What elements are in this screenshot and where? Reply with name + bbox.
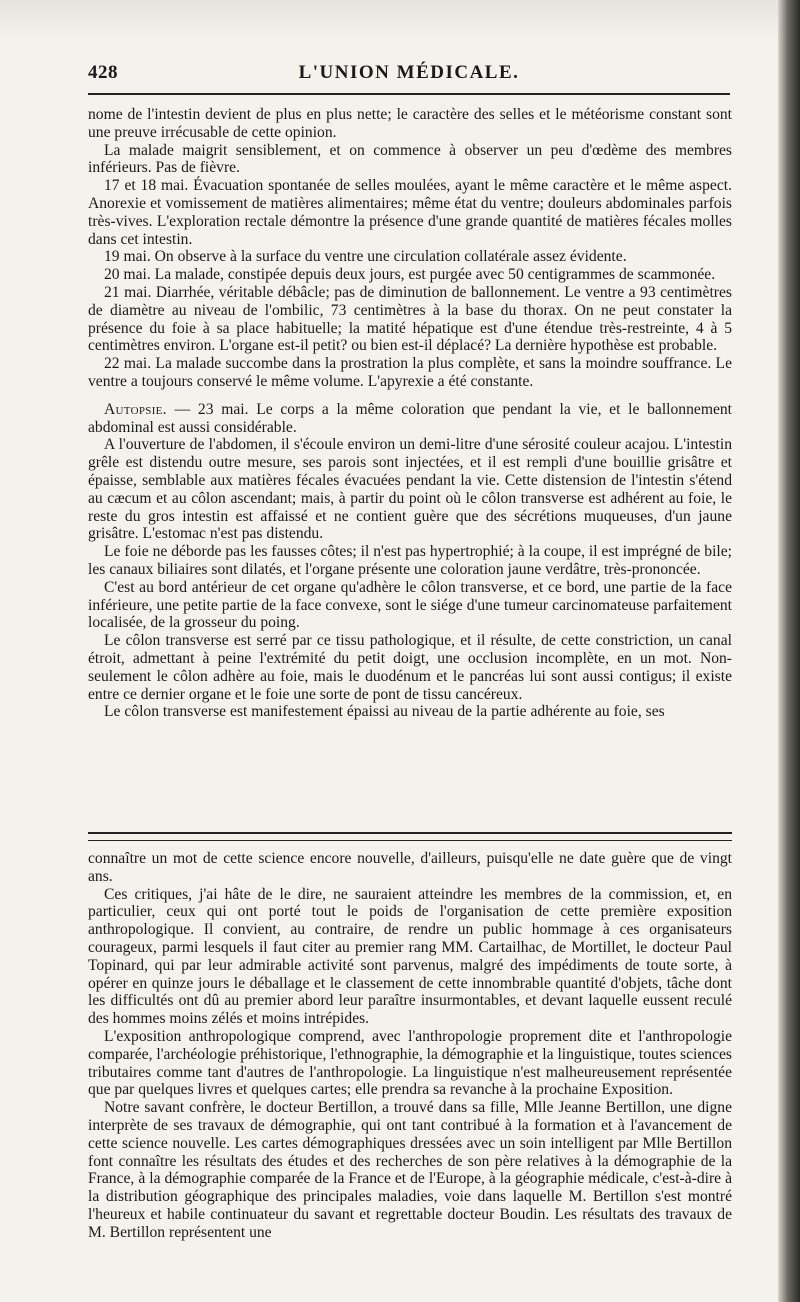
paragraph: Notre savant confrère, le docteur Bertillon, a trouvé dans sa fille, Mlle Jeanne Bertillon, une digne interprète de ses travaux de démographie, qui ont tant contribué à la formation et à l'avancement de cette science nouvelle. Les cartes démographiques dressées avec un soin intelligent par Mlle Bertillon font connaître les résultats des études et des recherches de son père relatives à la démographie de la France, à la démographie comparée de la France et de l'Europe, à la géographie médicale, c'est-à-dire à la distribution géographique des principales maladies, voie dans laquelle M. Bertillon s'est montré l'heureux et habile continuateur du savant et regrettable docteur Boudin. Les résultats des travaux de M. Bertillon représentent une (88, 1099, 732, 1241)
paragraph: L'exposition anthropologique comprend, avec l'anthropologie proprement dite et l'anthropologie comparée, l'archéologie préhistorique, l'ethnographie, la démographie et la linguistique, toutes sciences tributaires comme tant d'autres de l'anthropologie. La linguistique n'est malheureusement représentée que par quelques livres et quelques cartes; elle prendra sa revanche à la prochaine Exposition. (88, 1027, 732, 1099)
page-header (88, 62, 730, 90)
feuilleton-body (88, 850, 732, 1242)
paragraph: 22 mai. La malade succombe dans la prostration la plus complète, et sans la moindre souffrance. Le ventre a toujours conservé le même volume. L'apyrexie a été constante. (88, 355, 732, 390)
page-number: 428 (88, 62, 118, 83)
paragraph: 19 mai. On observe à la surface du ventre une circulation collatérale assez évidente. (104, 248, 627, 266)
paragraph: A l'ouverture de l'abdomen, il s'écoule environ un demi-litre d'une sérosité couleur acajou. L'intestin grêle est distendu outre mesure, ses parois sont injectées, et il est rempli d'une bouillie grisâtre et épaisse, semblable aux matières fécales évacuées pendant la vie. Cette distension de l'intestin s'étend au cæcum et au côlon ascendant; mais, à partir du point où le côlon transverse est adhérent au foie, le reste du gros intestin est affaissé et ne contient guère que des sécrétions muqueuses, d'un jaune grisâtre. L'estomac n'est pas distendu. (88, 436, 732, 543)
paragraph: 21 mai. Diarrhée, véritable débâcle; pas de diminution de ballonnement. Le ventre a 93 centimètres de diamètre au niveau de l'ombilic, 73 centimètres à la base du thorax. On ne peut constater la présence du foie à sa place habituelle; la matité hépatique est d'une étendue très-restreinte, 4 à 5 centimètres environ. L'organe est-il petit? ou bien est-il déplacé? La dernière hypothèse est probable. (88, 283, 732, 355)
paragraph: Le côlon transverse est manifestement épaissi au niveau de la partie adhérente au foie, ses (104, 703, 665, 721)
paragraph: Ces critiques, j'ai hâte de le dire, ne sauraient atteindre les membres de la commission, et, en particulier, ceux qui ont porté tout le poids de l'organisation de cette première exposition anthropologique. Il convient, au contraire, de rendre un public hommage à ces organisateurs courageux, parmi lesquels il faut citer au premier rang MM. Cartailhac, de Mortillet, le docteur Paul Topinard, qui par leur admirable activité sont parvenus, malgré des impédiments de toute sorte, à opérer en quinze jours le déballage et le classement de cette innombrable quantité d'objets, tâche dont les difficultés ont dû au premier abord leur paraître insurmontables, et devant laquelle eussent reculé des hommes moins zélés et moins intrépides. (88, 885, 732, 1028)
paragraph: 20 mai. La malade, constipée depuis deux jours, est purgée avec 50 centigrammes de scammonée. (104, 266, 716, 284)
paragraph: La malade maigrit sensiblement, et on commence à observer un peu d'œdème des membres inférieurs. Pas de fièvre. (88, 141, 732, 177)
paragraph: 17 et 18 mai. Évacuation spontanée de selles moulées, ayant le même caractère et le même aspect. Anorexie et vomissement de matières alimentaires; même état du ventre; douleurs abdominales parfois très-vives. L'exploration rectale démontre la présence d'une grande quantité de matières fécales molles dans cet intestin. (88, 177, 732, 248)
book-gutter-shadow (778, 0, 800, 1302)
paragraph: C'est au bord antérieur de cet organe qu'adhère le côlon transverse, et ce bord, une partie de la face inférieure, une petite partie de la face convexe, sont le siége d'une tumeur carcinomateuse parfaitement localisée, de la grosseur du poing. (88, 578, 732, 632)
paragraph: connaître un mot de cette science encore nouvelle, d'ailleurs, puisqu'elle ne date guère que de vingt ans. (88, 850, 732, 885)
header-rule (88, 93, 730, 95)
feuilleton-divider (88, 832, 732, 841)
paragraph: nome de l'intestin devient de plus en plus nette; le caractère des selles et le météorisme constant sont une preuve irrécusable de cette opinion. (88, 106, 732, 141)
paragraph: Le côlon transverse est serré par ce tissu pathologique, et il résulte, de cette constriction, un canal étroit, admettant à peine l'extrémité du petit doigt, une occlusion incomplète, en un mot. Non-seulement le côlon adhère au foie, mais le duodénum et le pancréas lui sont aussi contigus; il existe entre ce dernier organe et le foie une sorte de pont de tissu cancéreux. (88, 632, 732, 703)
paragraph: Le foie ne déborde pas les fausses côtes; il n'est pas hypertrophié; à la coupe, il est imprégné de bile; les canaux biliaires sont dilatés, et l'organe présente une coloration jaune verdâtre, très-prononcée. (88, 543, 732, 578)
autopsy-text: — 23 mai. Le corps a la même coloration que pendant la vie, et le ballonnement abdominal est aussi considérable. (88, 400, 732, 436)
autopsy-label: Autopsie. (104, 400, 167, 418)
running-title: L'UNION MÉDICALE. (298, 62, 520, 83)
autopsy-paragraph (88, 401, 732, 437)
article-body (88, 106, 732, 721)
page-top-shadow (0, 0, 800, 40)
